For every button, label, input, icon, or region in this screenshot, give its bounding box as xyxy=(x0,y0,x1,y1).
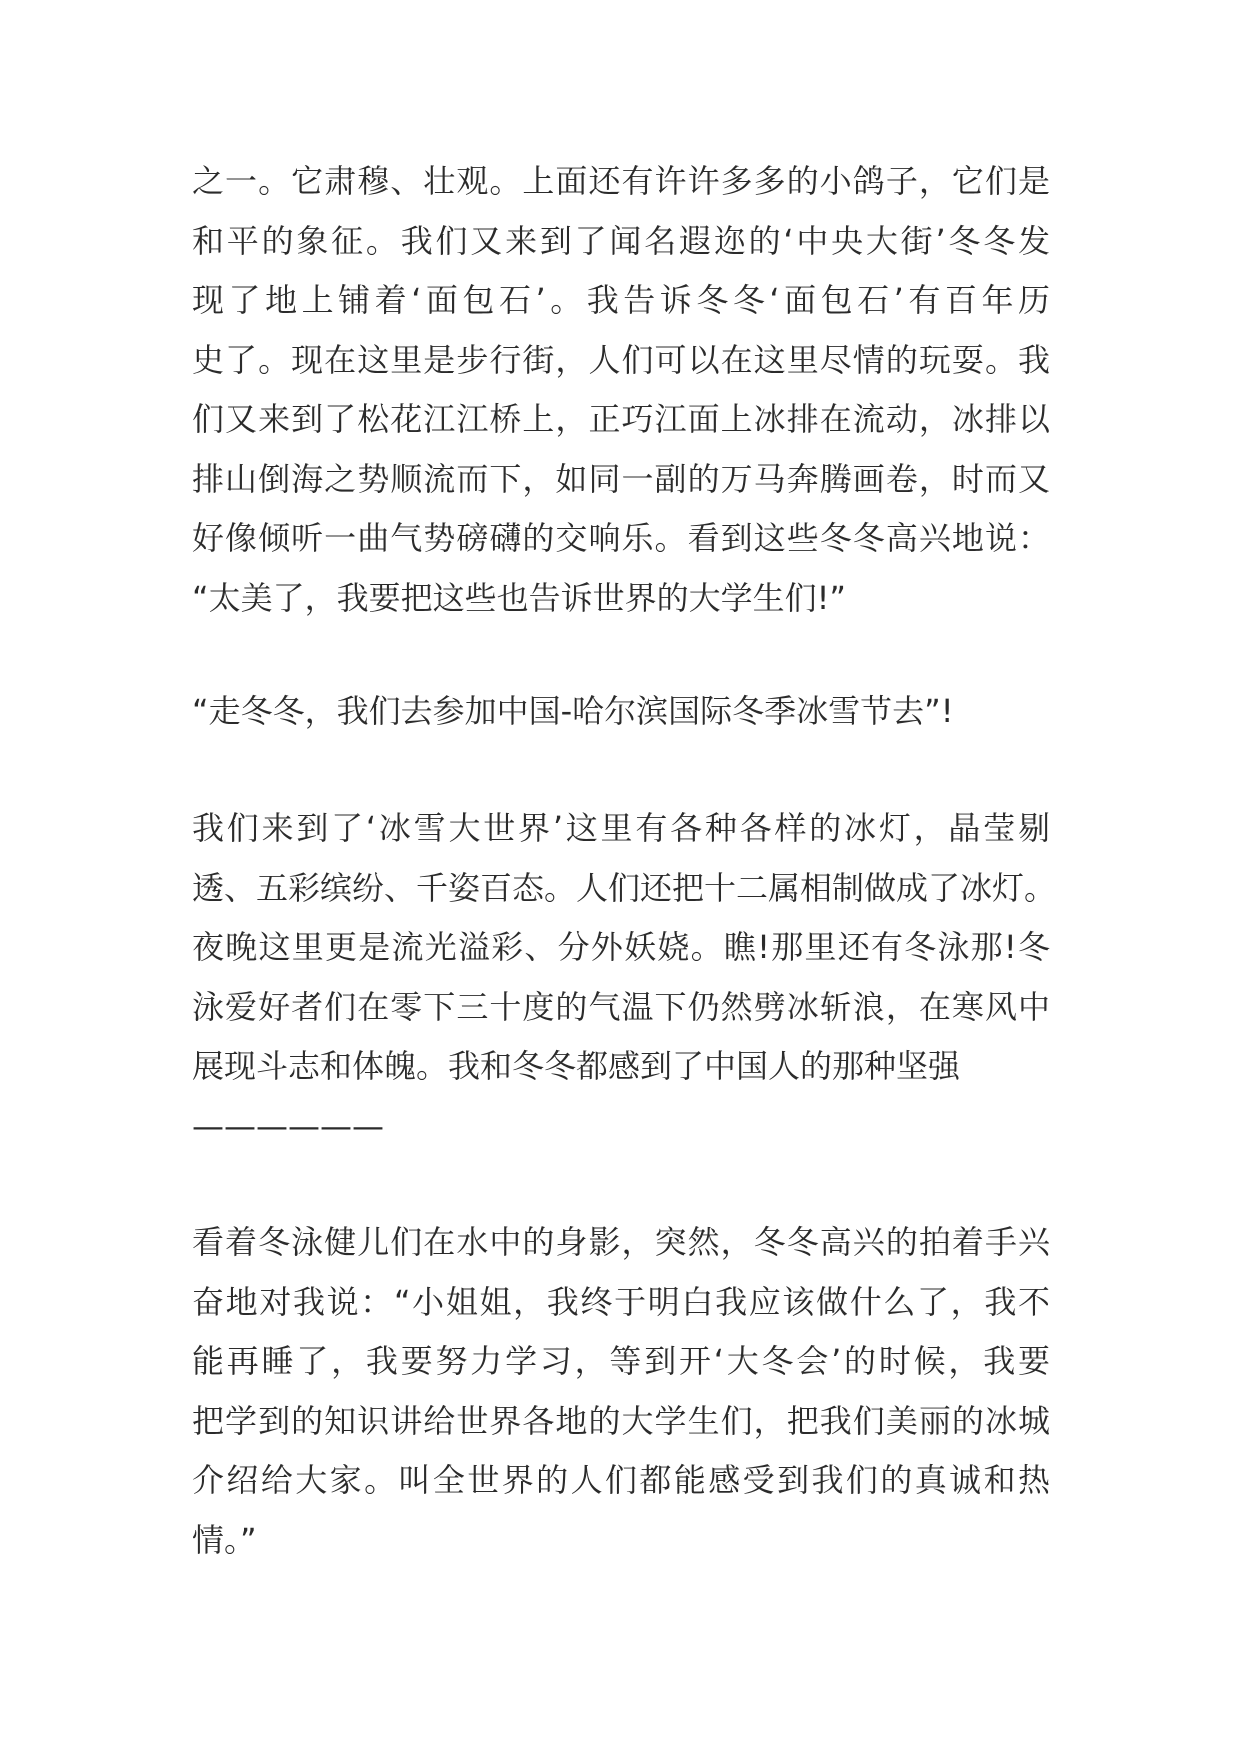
text-line: 能再睡了，我要努力学习，等到开‘大冬会’的时候，我要 xyxy=(192,1342,1050,1380)
paragraph-1 xyxy=(192,152,1050,628)
text-line: 和平的象征。我们又来到了闻名遐迩的‘中央大街’冬冬发 xyxy=(192,221,1050,260)
text-line: 夜晚这里更是流光溢彩、分外妖娆。瞧!那里还有冬泳那!冬 xyxy=(192,928,1050,966)
text-line: “太美了，我要把这些也告诉世界的大学生们!” xyxy=(192,578,846,617)
text-line: 排山倒海之势顺流而下，如同一副的万马奔腾画卷，时而又 xyxy=(192,459,1050,498)
text-line: 之一。它肃穆、壮观。上面还有许许多多的小鸽子，它们是 xyxy=(192,162,1050,200)
text-line: “走冬冬，我们去参加中国-哈尔滨国际冬季冰雪节去”! xyxy=(192,692,954,730)
text-line: —————— xyxy=(192,1106,384,1145)
text-line: 看着冬泳健儿们在水中的身影，突然，冬冬高兴的拍着手兴 xyxy=(192,1223,1050,1261)
text-line: 好像倾听一曲气势磅礴的交响乐。看到这些冬冬高兴地说： xyxy=(192,519,1050,557)
text-line: 把学到的知识讲给世界各地的大学生们，把我们美丽的冰城 xyxy=(192,1401,1050,1440)
text-line: 们又来到了松花江江桥上，正巧江面上冰排在流动，冰排以 xyxy=(192,400,1050,438)
text-line: 情。” xyxy=(192,1520,257,1559)
text-line: 透、五彩缤纷、千姿百态。人们还把十二属相制做成了冰灯。 xyxy=(192,868,1057,907)
text-line: 奋地对我说：“小姐姐，我终于明白我应该做什么了，我不 xyxy=(192,1282,1050,1321)
text-line: 泳爱好者们在零下三十度的气温下仍然劈冰斩浪，在寒风中 xyxy=(192,987,1050,1026)
paragraph-2 xyxy=(192,682,1050,742)
text-line: 我们来到了‘冰雪大世界’这里有各种各样的冰灯，晶莹剔 xyxy=(192,809,1050,847)
paragraph-3 xyxy=(192,799,1057,1156)
text-line: 现了地上铺着‘面包石’。我告诉冬冬‘面包石’有百年历 xyxy=(192,281,1050,319)
text-line: 介绍给大家。叫全世界的人们都能感受到我们的真诚和热 xyxy=(192,1461,1050,1499)
text-line: 史了。现在这里是步行街，人们可以在这里尽情的玩耍。我 xyxy=(192,340,1050,379)
text-line: 展现斗志和体魄。我和冬冬都感到了中国人的那种坚强 xyxy=(192,1047,961,1085)
paragraph-4 xyxy=(192,1213,1050,1570)
